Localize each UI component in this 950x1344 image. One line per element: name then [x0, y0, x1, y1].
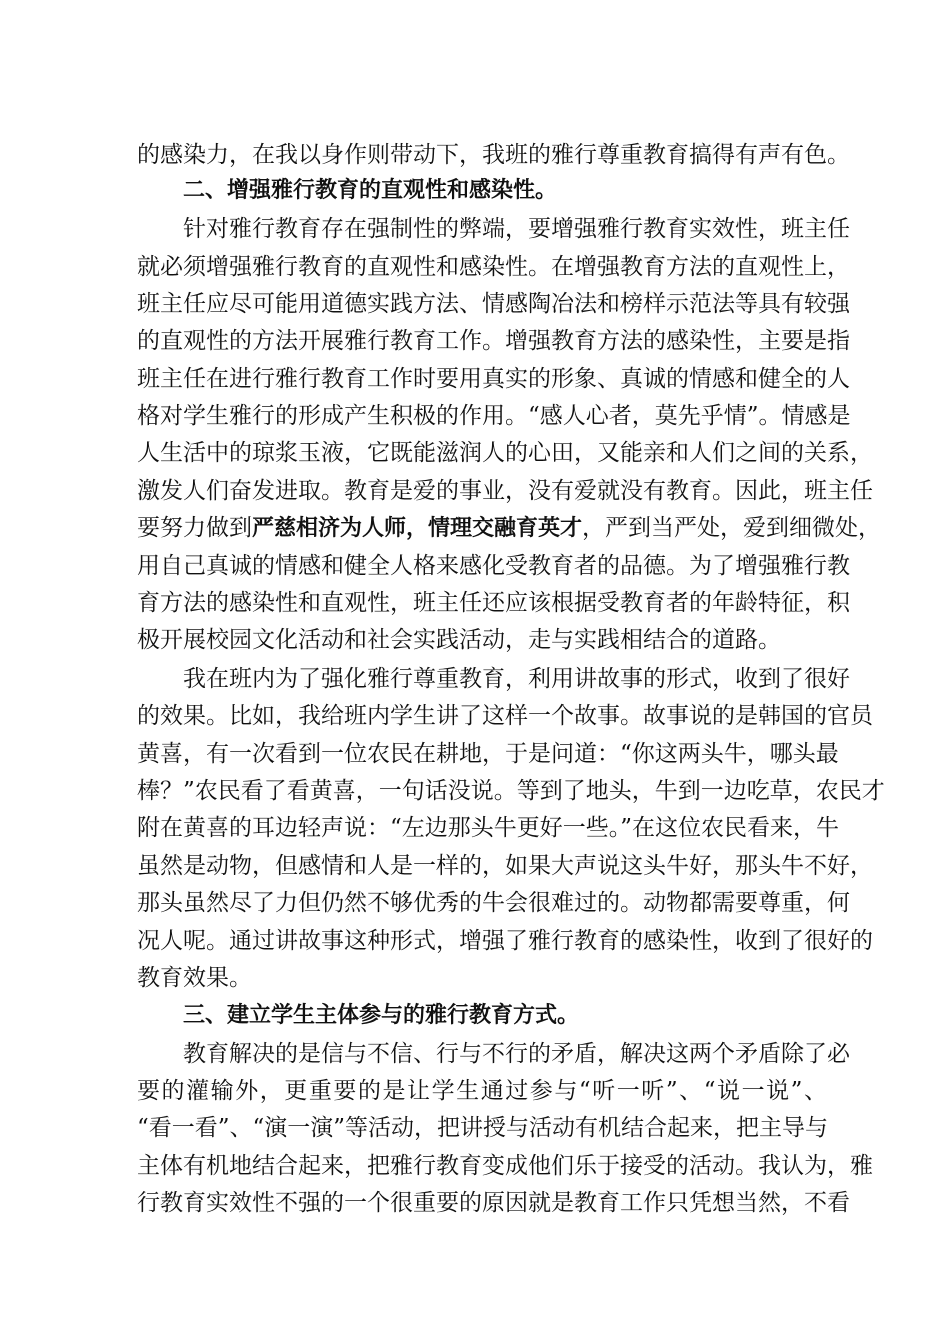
paragraph-line: 格对学生雅行的形成产生积极的作用。“感人心者，莫先乎情”。情感是	[137, 403, 851, 429]
paragraph-line: 的直观性的方法开展雅行教育工作。增强教育方法的感染性，主要是指	[137, 328, 850, 354]
paragraph-line: 针对雅行教育存在强制性的弊端，要增强雅行教育实效性，班主任	[183, 216, 850, 242]
paragraph-line: 要的灌输外，更重要的是让学生通过参与“听一听”、“说一说”、	[137, 1078, 827, 1104]
paragraph-line-mixed	[137, 510, 882, 546]
paragraph-line: 主体有机地结合起来，把雅行教育变成他们乐于接受的活动。我认为，雅	[137, 1153, 873, 1179]
paragraph-line: 用自己真诚的情感和健全人格来感化受教育者的品德。为了增强雅行教	[137, 553, 850, 579]
text-run: ，严到当严处，爱到细微处，	[582, 515, 882, 541]
paragraph-line: 我在班内为了强化雅行尊重教育，利用讲故事的形式，收到了很好	[183, 666, 850, 692]
text-run: 要努力做到	[137, 515, 252, 541]
paragraph-line: 行教育实效性不强的一个很重要的原因就是教育工作只凭想当然，不看	[137, 1190, 850, 1216]
section-heading-2: 二、增强雅行教育的直观性和感染性。	[183, 178, 558, 203]
paragraph-line: 育方法的感染性和直观性，班主任还应该根据受教育者的年龄特征，积	[137, 590, 850, 616]
paragraph-line: 虽然是动物，但感情和人是一样的，如果大声说这头牛好，那头牛不好，	[137, 853, 873, 879]
paragraph-line: 黄喜，有一次看到一位农民在耕地，于是问道：“你这两头牛，哪头最	[137, 741, 839, 767]
paragraph-line: 极开展校园文化活动和社会实践活动，走与实践相结合的道路。	[137, 627, 781, 653]
paragraph-line: 附在黄喜的耳边轻声说：“左边那头牛更好一些。”在这位农民看来，牛	[137, 815, 840, 841]
paragraph-line: 班主任在进行雅行教育工作时要用真实的形象、真诚的情感和健全的人	[137, 366, 850, 392]
paragraph-line: 的效果。比如，我给班内学生讲了这样一个故事。故事说的是韩国的官员	[137, 703, 873, 729]
paragraph-line: 教育解决的是信与不信、行与不行的矛盾，解决这两个矛盾除了必	[183, 1041, 850, 1067]
bold-phrase: 严慈相济为人师，情理交融育英才	[252, 516, 583, 541]
paragraph-line: 棒？”农民看了看黄喜，一句话没说。等到了地头，牛到一边吃草，农民才	[137, 778, 885, 804]
paragraph-line: 那头虽然尽了力但仍然不够优秀的牛会很难过的。动物都需要尊重，何	[137, 890, 850, 916]
paragraph-line: 就必须增强雅行教育的直观性和感染性。在增强教育方法的直观性上，	[137, 254, 850, 280]
paragraph-line: 教育效果。	[137, 965, 252, 991]
section-heading-3: 三、建立学生主体参与的雅行教育方式。	[183, 1003, 580, 1028]
paragraph-line: 人生活中的琼浆玉液，它既能滋润人的心田，又能亲和人们之间的关系，	[137, 440, 873, 466]
paragraph-line: “看一看”、“演一演”等活动，把讲授与活动有机结合起来，把主导与	[137, 1115, 829, 1141]
paragraph-line: 班主任应尽可能用道德实践方法、情感陶冶法和榜样示范法等具有较强	[137, 291, 850, 317]
paragraph-line: 激发人们奋发进取。教育是爱的事业，没有爱就没有教育。因此，班主任	[137, 478, 873, 504]
paragraph-line: 的感染力，在我以身作则带动下，我班的雅行尊重教育搞得有声有色。	[137, 142, 850, 168]
paragraph-line: 况人呢。通过讲故事这种形式，增强了雅行教育的感染性，收到了很好的	[137, 928, 873, 954]
